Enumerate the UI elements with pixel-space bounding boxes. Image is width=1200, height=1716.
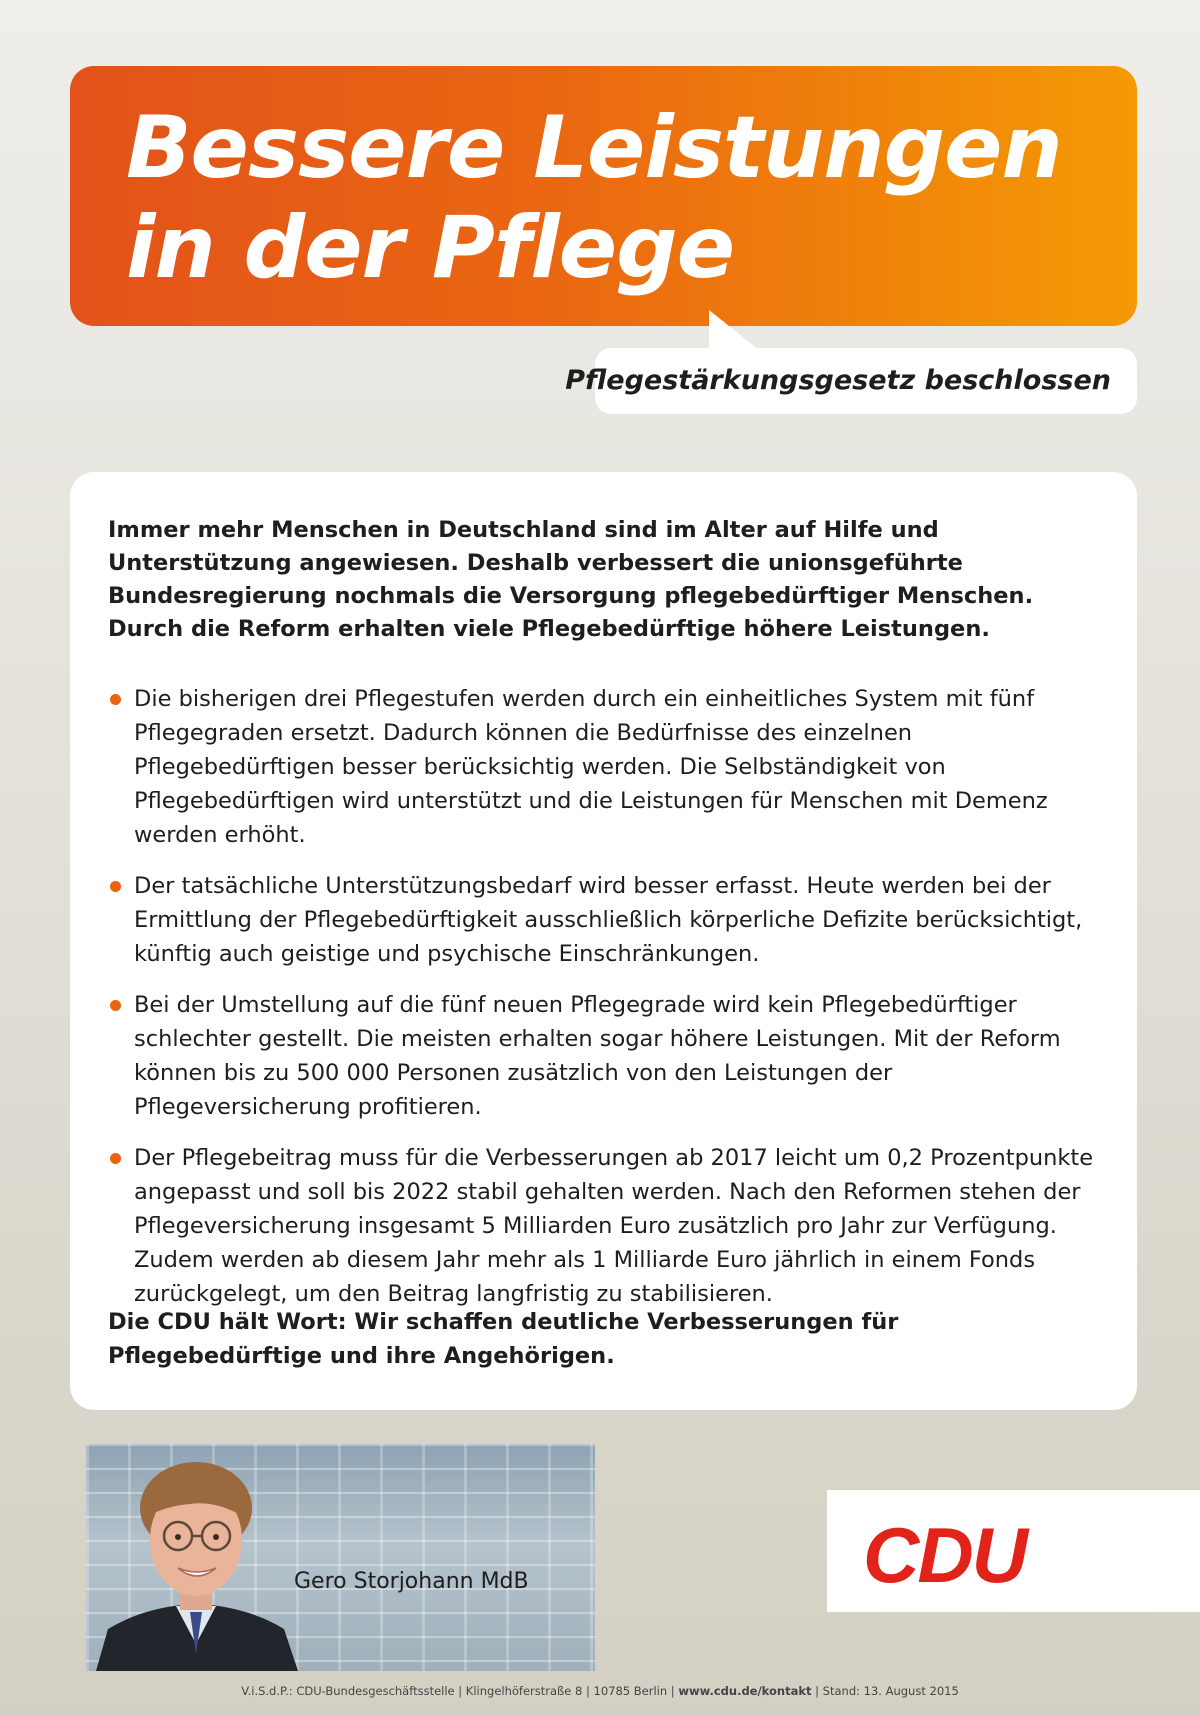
intro-paragraph: Immer mehr Menschen in Deutschland sind im Alter auf Hilfe und Unterstützung angewiesen. Deshalb verbessert die unionsgeführte Bundesregierung nochmals die Versorgung pflegebedürftiger Menschen. Durch die Reform erhalten viele Pflegebedürftige höhere Leistungen. [108, 517, 1034, 642]
footer-imprint [0, 1683, 1200, 1699]
list-item [108, 682, 1108, 852]
page-title: Bessere Leistungen in der Pflege [126, 98, 1062, 298]
bullet-list [108, 682, 1108, 1328]
portrait-icon [86, 1444, 595, 1671]
footer-address: V.i.S.d.P.: CDU-Bundesgeschäftsstelle | Klingelhöferstraße 8 | 10785 Berlin | [241, 1684, 679, 1698]
cdu-logo-icon [827, 1490, 1200, 1612]
bullet-text: Bei der Umstellung auf die fünf neuen Pflegegrade wird kein Pflegebedürftiger schlechter gestellt. Die meisten erhalten sogar höhere Leistungen. Mit der Reform können bis zu 500 000 Personen zusätzlich von den Leistungen der Pflegeversicherung profitieren. [134, 992, 1061, 1120]
bullet-icon [110, 1153, 121, 1164]
bullet-icon [110, 694, 121, 705]
bullet-text: Der Pflegebeitrag muss für die Verbesserungen ab 2017 leicht um 0,2 Prozentpunkte angepasst und soll bis 2022 stabil gehalten werden. Nach den Reformen stehen der Pflegeversicherung insgesamt 5 Milliarden Euro zusätzlich pro Jahr zur Verfügung. Zudem werden ab diesem Jahr mehr als 1 Milliarde Euro jährlich in einem Fonds zurückgelegt, um den Beitrag langfristig zu stabilisieren. [134, 1145, 1094, 1307]
footer-date: | Stand: 13. August 2015 [811, 1684, 959, 1698]
photo-caption: Gero Storjohann MdB [294, 1569, 529, 1594]
closing-statement: Die CDU hält Wort: Wir schaffen deutliche Verbesserungen für Pflegebedürftige und ihre Angehörigen. [108, 1309, 899, 1369]
bullet-text: Der tatsächliche Unterstützungsbedarf wird besser erfasst. Heute werden bei der Ermittlung der Pflegebedürftigkeit ausschließlich körperliche Defizite berücksichtigt, künftig auch geistige und psychische Einschränkungen. [134, 873, 1083, 967]
subtitle-bubble-tail [709, 310, 759, 350]
politician-photo [86, 1444, 595, 1671]
footer-web-link[interactable]: www.cdu.de/kontakt [678, 1684, 812, 1698]
content-card [70, 472, 1137, 1410]
list-item [108, 1141, 1108, 1311]
list-item [108, 869, 1108, 971]
subtitle-bubble [565, 348, 1137, 414]
logo-text: CDU [863, 1511, 1026, 1599]
bullet-text: Die bisherigen drei Pflegestufen werden durch ein einheitliches System mit fünf Pflegegraden ersetzt. Dadurch können die Bedürfnisse des einzelnen Pflegebedürftigen besser berücksichtig werden. Die Selbständigkeit von Pflegebedürftigen wird unterstützt und die Leistungen für Menschen mit Demenz werden erhöht. [134, 686, 1048, 848]
page-subtitle: Pflegestärkungsgesetz beschlossen [565, 365, 1111, 396]
bullet-icon [110, 881, 121, 892]
list-item [108, 988, 1108, 1124]
headline-banner [70, 66, 1137, 326]
cdu-logo [827, 1490, 1200, 1612]
bullet-icon [110, 1000, 121, 1011]
